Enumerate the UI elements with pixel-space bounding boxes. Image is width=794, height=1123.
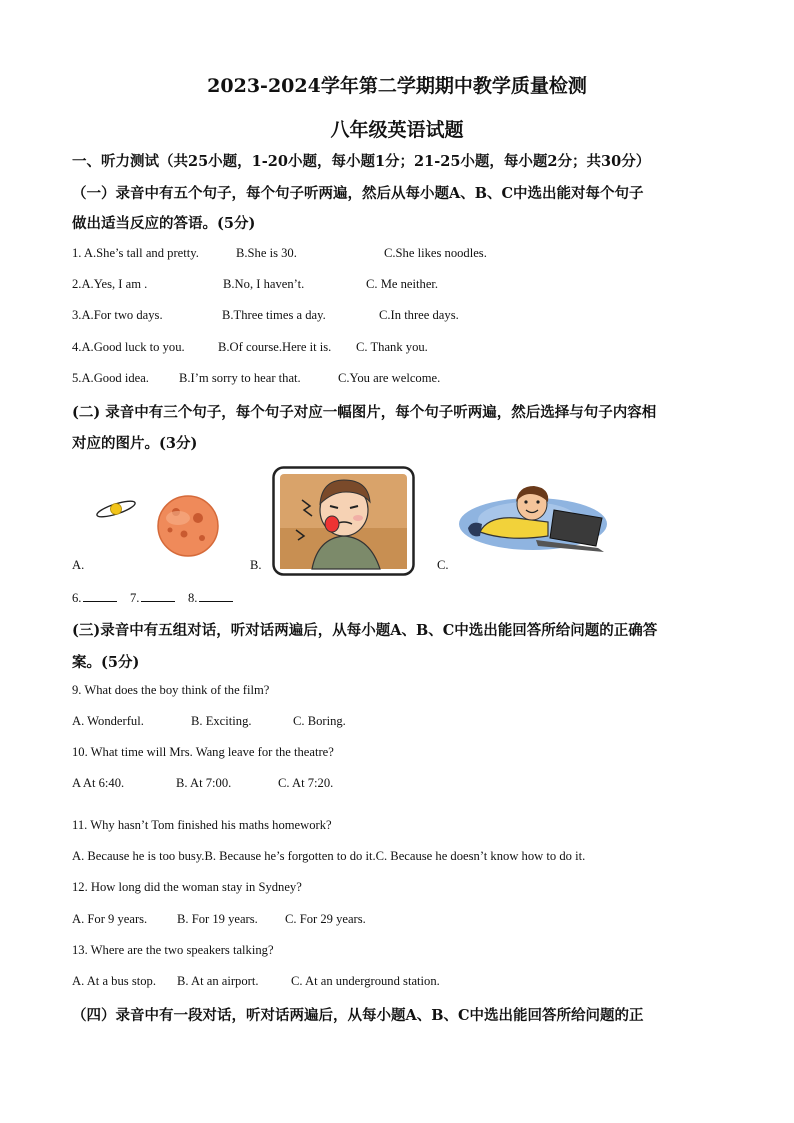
question-5-option-c: C.You are welcome. — [338, 371, 441, 385]
answer-blank-8: 8. — [188, 589, 233, 606]
saturn-icon — [95, 498, 136, 520]
question-13-option-a: A. At a bus stop. — [72, 974, 156, 988]
question-13: 13. Where are the two speakers talking? — [72, 943, 274, 957]
question-9-option-a: A. Wonderful. — [72, 714, 144, 728]
part1-heading: 一、听力测试（共25小题，1-20小题，每小题1分；21-25小题，每小题2分；共30分） — [72, 153, 651, 170]
question-13-option-c: C. At an underground station. — [291, 974, 440, 988]
sec1-instruction-line2: 做出适当反应的答语。(5分) — [72, 215, 256, 232]
question-11-options: A. Because he is too busy.B. Because he’s forgotten to do it.C. Because he doesn’t know how to do it. — [72, 849, 586, 863]
question-9-option-c: C. Boring. — [293, 714, 346, 728]
question-3-option-b: B.Three times a day. — [222, 308, 326, 322]
question-13-option-b: B. At an airport. — [177, 974, 259, 988]
question-11: 11. Why hasn’t Tom finished his maths homework? — [72, 818, 332, 832]
question-1-option-c: C.She likes noodles. — [384, 246, 487, 260]
sec1-instruction-line1: （一）录音中有五个句子，每个句子听两遍，然后从每小题A、B、C中选出能对每个句子 — [72, 185, 644, 202]
question-1-option-b: B.She is 30. — [236, 246, 297, 260]
question-9-option-b: B. Exciting. — [191, 714, 252, 728]
question-12-option-a: A. For 9 years. — [72, 912, 148, 926]
picture-c-label: C. — [437, 558, 449, 572]
exam-subtitle: 八年级英语试题 — [330, 119, 464, 141]
sec2-instruction-line2: 对应的图片。(3分) — [72, 435, 198, 452]
sec3-instruction-line2: 案。(5分) — [72, 654, 140, 671]
question-4-option-b: B.Of course.Here it is. — [218, 340, 332, 354]
red-planet-icon — [158, 496, 218, 556]
planet-picture — [94, 490, 229, 558]
question-3-option-c: C.In three days. — [379, 308, 459, 322]
question-5-option-a: 5.A.Good idea. — [72, 371, 149, 385]
question-1-option-a: 1. A.She’s tall and pretty. — [72, 246, 199, 260]
question-2-option-c: C. Me neither. — [366, 277, 439, 291]
picture-b-label: B. — [250, 558, 262, 572]
answer-blank-7: 7. — [130, 589, 175, 606]
question-12-option-c: C. For 29 years. — [285, 912, 366, 926]
toothache-picture — [272, 466, 415, 576]
sec2-instruction-line1: (二) 录音中有三个句子，每个句子对应一幅图片，每个句子听两遍，然后选择与句子内容相 — [72, 404, 657, 421]
question-2-option-a: 2.A.Yes, I am . — [72, 277, 148, 291]
question-10-option-a: A At 6:40. — [72, 776, 125, 790]
exam-title: 2023-2024学年第二学期期中教学质量检测 — [207, 75, 587, 97]
question-12: 12. How long did the woman stay in Sydney? — [72, 880, 302, 894]
sec4-instruction-line1: （四）录音中有一段对话，听对话两遍后，从每小题A、B、C中选出能回答所给问题的正 — [72, 1007, 644, 1024]
question-12-option-b: B. For 19 years. — [177, 912, 258, 926]
question-10: 10. What time will Mrs. Wang leave for the theatre? — [72, 745, 334, 759]
question-10-option-b: B. At 7:00. — [176, 776, 232, 790]
question-2-option-b: B.No, I haven’t. — [223, 277, 305, 291]
question-10-option-c: C. At 7:20. — [278, 776, 334, 790]
question-3-option-a: 3.A.For two days. — [72, 308, 163, 322]
question-5-option-b: B.I’m sorry to hear that. — [179, 371, 301, 385]
laptop-boy-picture — [458, 480, 608, 554]
question-4-option-a: 4.A.Good luck to you. — [72, 340, 185, 354]
sec3-instruction-line1: (三)录音中有五组对话，听对话两遍后，从每小题A、B、C中选出能回答所给问题的正确答 — [72, 622, 658, 639]
picture-a-label: A. — [72, 558, 85, 572]
answer-blank-6: 6. — [72, 589, 117, 606]
question-9: 9. What does the boy think of the film? — [72, 683, 270, 697]
question-4-option-c: C. Thank you. — [356, 340, 428, 354]
